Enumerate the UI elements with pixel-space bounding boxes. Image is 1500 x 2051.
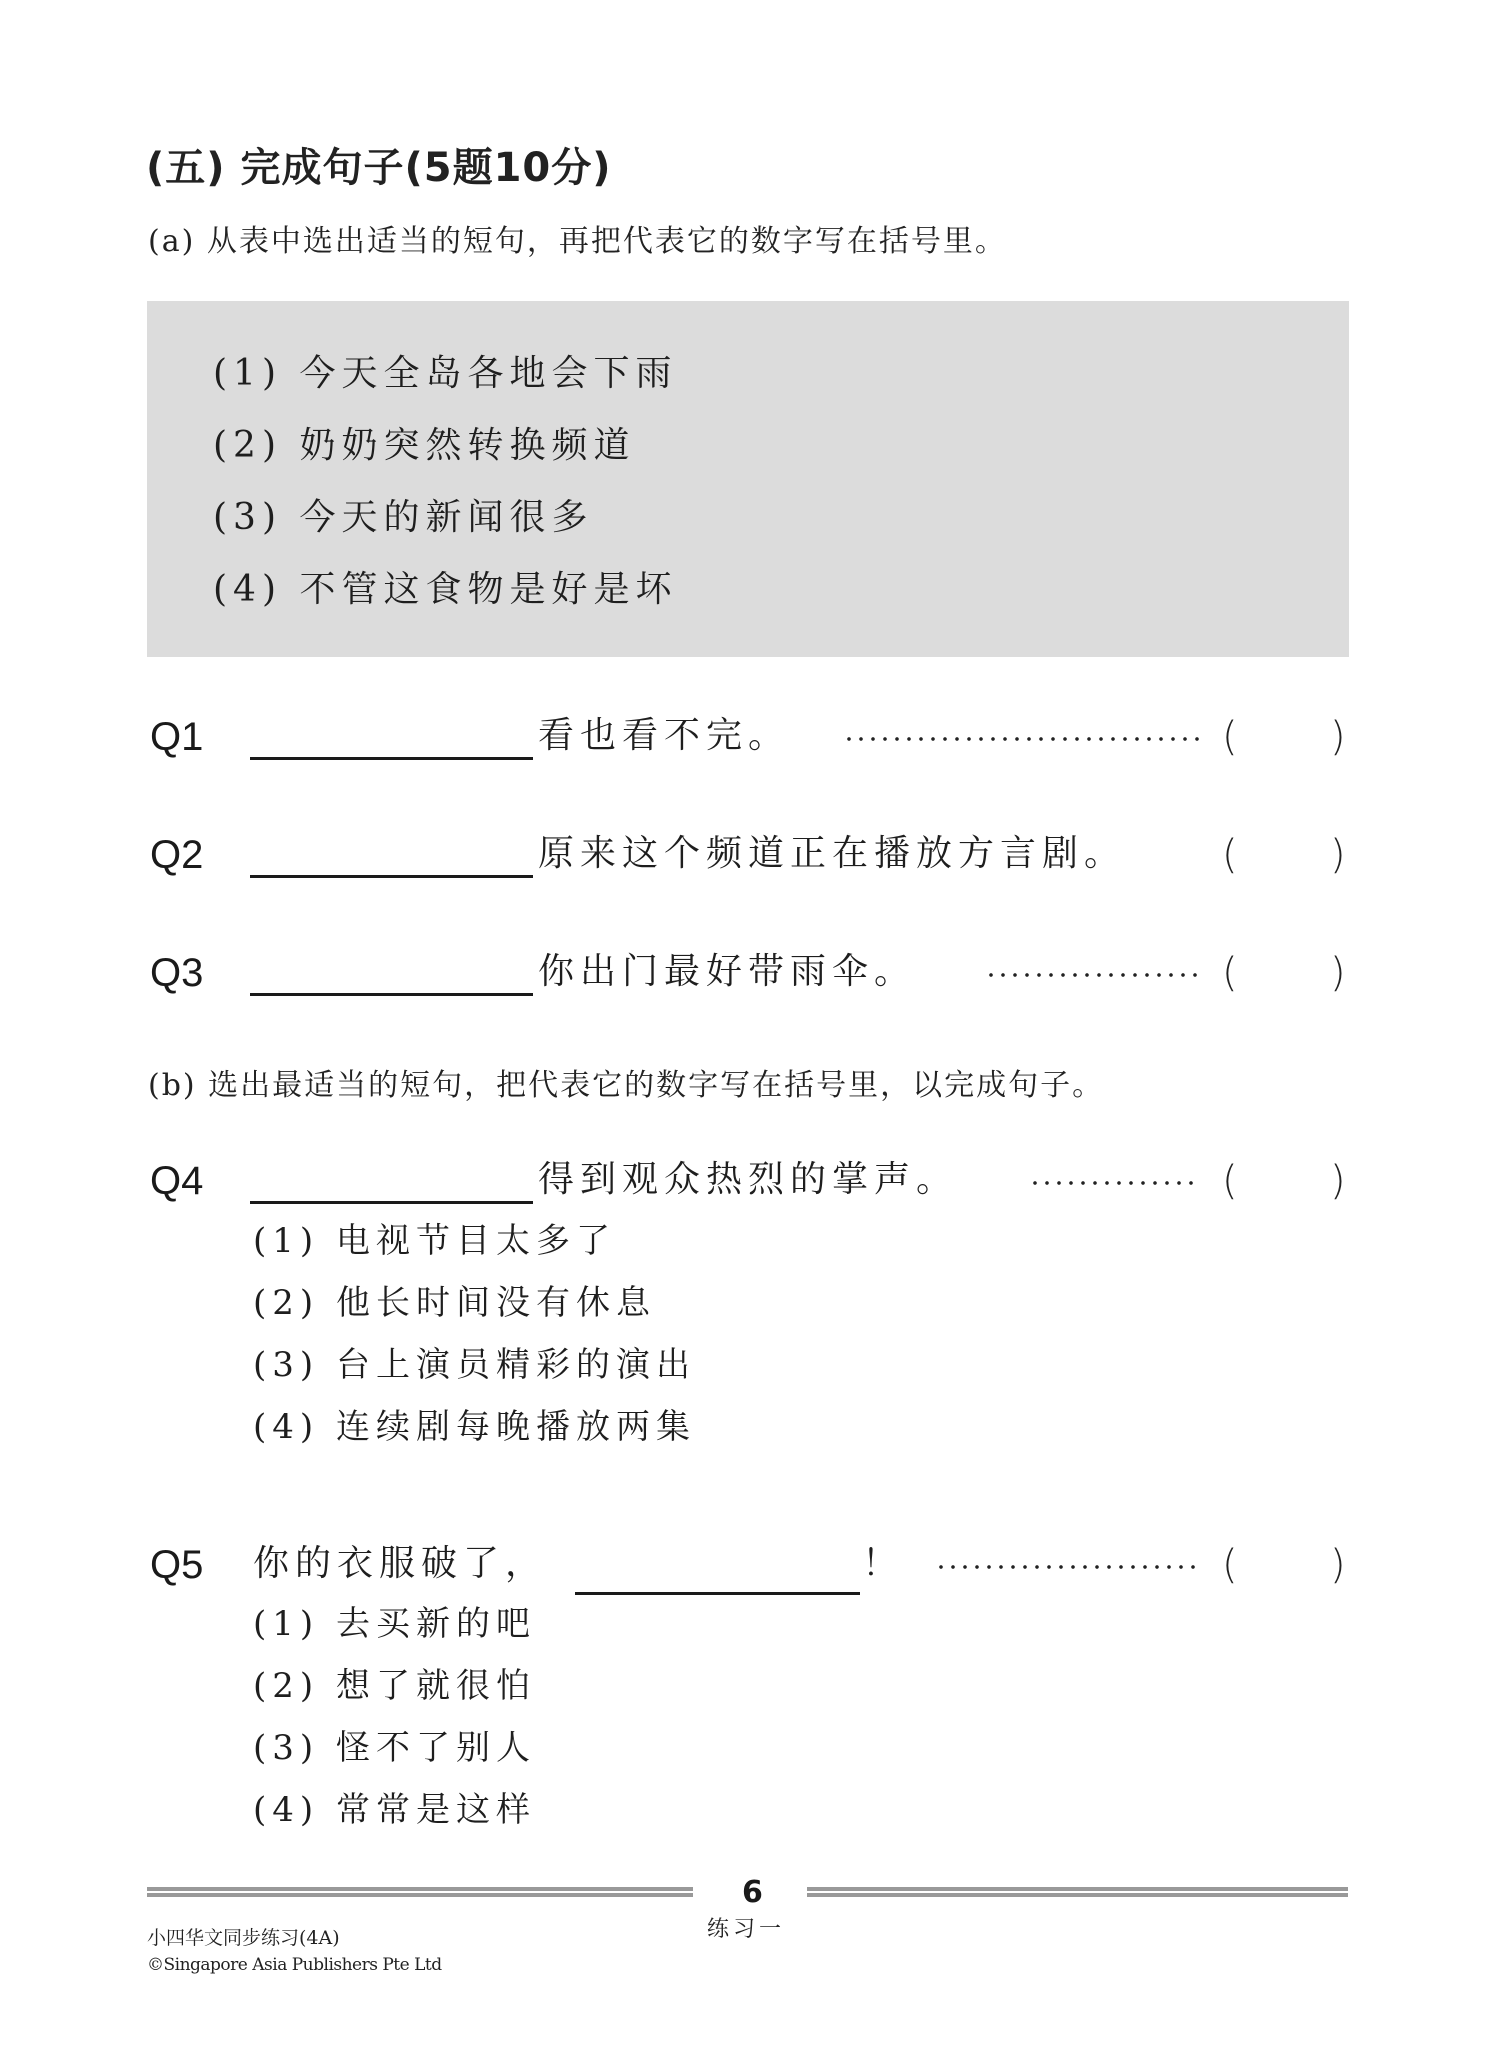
question-label: Q3 [150,951,204,995]
option-2: (2) 他长时间没有休息 [253,1283,656,1323]
question-text-suffix: ！ [862,1543,905,1584]
phrase-item-4: (4) 不管这食物是好是坏 [213,569,678,610]
answer-bracket-open: ( [1222,1158,1238,1204]
exercise-label: 练习一 [707,1917,786,1942]
page-number: 6 [742,1875,763,1910]
question-label: Q2 [150,833,204,877]
footer-rule-left-bottom [147,1893,693,1897]
question-text-prefix: 你的衣服破了， [253,1543,548,1584]
answer-bracket-open: ( [1222,1542,1238,1588]
option-1: (1) 电视节目太多了 [253,1221,616,1261]
answer-bracket-close: ) [1330,832,1346,878]
answer-bracket-open: ( [1222,714,1238,760]
footer-rule-left-top [147,1887,693,1891]
phrase-item-3: (3) 今天的新闻很多 [213,497,594,538]
leader-dots [985,973,1201,977]
phrase-item-1: (1) 今天全岛各地会下雨 [213,353,678,394]
answer-blank[interactable] [250,993,533,996]
question-text: 得到观众热烈的掌声。 [538,1159,959,1200]
question-text: 原来这个频道正在播放方言剧。 [538,833,1127,874]
option-2: (2) 想了就很怕 [253,1666,536,1706]
answer-bracket-close: ) [1330,1542,1346,1588]
part-b-instruction: (b) 选出最适当的短句，把代表它的数字写在括号里，以完成句子。 [148,1068,1105,1103]
answer-box[interactable] [1244,949,1326,997]
book-title: 小四华文同步练习(4A) [147,1927,340,1949]
leader-dots [843,737,1201,741]
option-4: (4) 连续剧每晚播放两集 [253,1407,696,1447]
answer-bracket-close: ) [1330,950,1346,996]
answer-blank[interactable] [575,1592,860,1595]
answer-box[interactable] [1244,1157,1326,1205]
answer-box[interactable] [1244,831,1326,879]
answer-blank[interactable] [250,1201,533,1204]
question-text: 你出门最好带雨伞。 [538,951,917,992]
answer-box[interactable] [1244,713,1326,761]
option-3: (3) 台上演员精彩的演出 [253,1345,696,1385]
footer-rule-right-top [807,1887,1348,1891]
answer-bracket-close: ) [1330,1158,1346,1204]
question-text: 看也看不完。 [538,715,791,756]
footer-rule-right-bottom [807,1893,1348,1897]
part-a-instruction: (a) 从表中选出适当的短句，再把代表它的数字写在括号里。 [148,224,1007,259]
answer-blank[interactable] [250,875,533,878]
section-title: (五) 完成句子(5题10分) [146,145,612,191]
phrase-item-2: (2) 奶奶突然转换频道 [213,425,636,466]
leader-dots [935,1565,1201,1569]
question-label: Q1 [150,715,204,759]
option-1: (1) 去买新的吧 [253,1604,536,1644]
answer-bracket-open: ( [1222,832,1238,878]
option-4: (4) 常常是这样 [253,1790,536,1830]
option-3: (3) 怪不了别人 [253,1728,536,1768]
answer-blank[interactable] [250,757,533,760]
copyright: ©Singapore Asia Publishers Pte Ltd [147,1955,442,1975]
question-label: Q5 [150,1543,204,1587]
question-label: Q4 [150,1159,204,1203]
answer-box[interactable] [1244,1541,1326,1589]
answer-bracket-open: ( [1222,950,1238,996]
leader-dots [1029,1181,1201,1185]
answer-bracket-close: ) [1330,714,1346,760]
